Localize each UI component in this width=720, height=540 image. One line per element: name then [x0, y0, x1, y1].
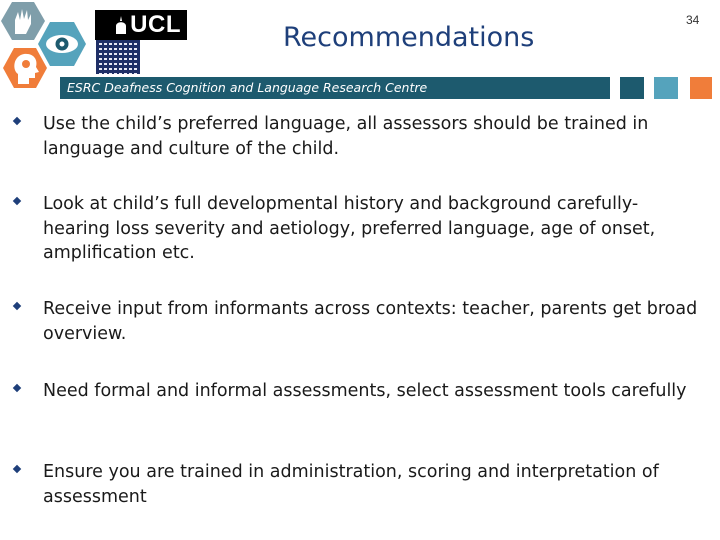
bullet-diamond-icon [13, 384, 21, 392]
list-item [14, 379, 704, 404]
list-item [14, 112, 704, 161]
bullet-text: Look at child’s full developmental history and background carefully-hearing loss severity and aetiology, preferred language, age of onset, amplification etc. [43, 194, 656, 263]
bullet-diamond-icon [13, 117, 21, 125]
bullet-text: Use the child’s preferred language, all assessors should be trained in language and culture of the child. [43, 114, 649, 159]
bullet-text: Ensure you are trained in administration, scoring and interpretation of assessment [43, 462, 659, 507]
slide-number: 34 [686, 13, 700, 27]
list-item [14, 192, 704, 266]
page-title: Recommendations [283, 22, 535, 53]
bullet-diamond-icon [13, 465, 21, 473]
bullet-text: Need formal and informal assessments, select assessment tools carefully [43, 381, 687, 401]
list-item [14, 297, 704, 346]
bullet-diamond-icon [13, 302, 21, 310]
bullet-diamond-icon [13, 197, 21, 205]
research-centre-banner: ESRC Deafness Cognition and Language Research Centre [60, 77, 610, 99]
list-item [14, 460, 704, 509]
bullet-text: Receive input from informants across contexts: teacher, parents get broad overview. [43, 299, 698, 344]
ucl-logo-text: UCL [130, 11, 181, 38]
